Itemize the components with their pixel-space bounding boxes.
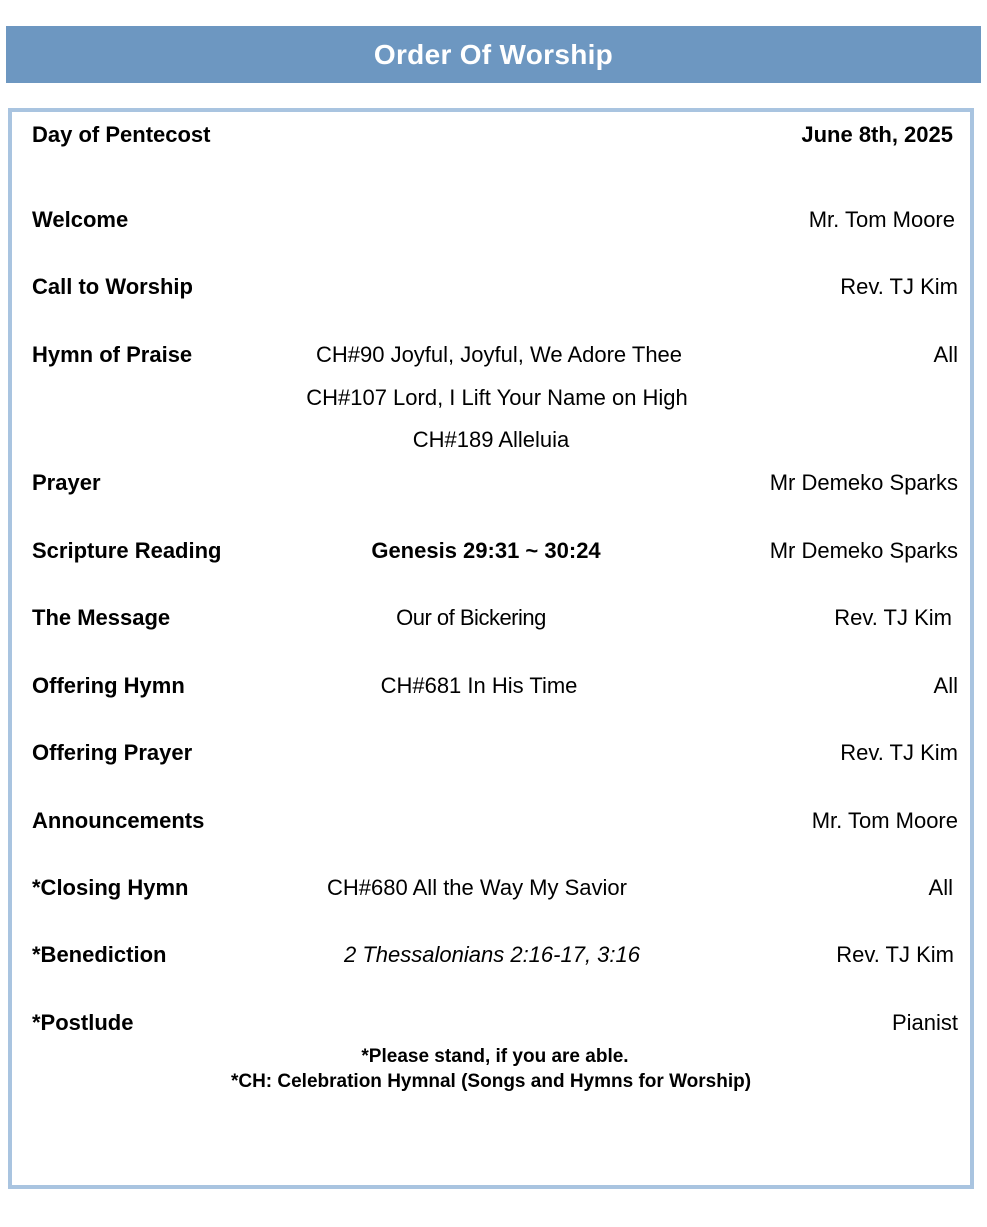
order-item-person: Rev. TJ Kim: [834, 605, 952, 630]
order-item-person: Pianist: [891, 1010, 958, 1035]
order-item-detail: CH#680 All the Way My Savior: [327, 875, 627, 900]
order-item-label: *Closing Hymn: [32, 875, 189, 900]
order-item-label: *Postlude: [32, 1010, 134, 1035]
order-item-detail: CH#681 In His Time: [380, 673, 578, 698]
order-item-detail: CH#189 Alleluia: [412, 427, 570, 452]
order-item-person: Mr Demeko Sparks: [769, 538, 958, 563]
order-item-person: All: [928, 875, 953, 900]
order-item-person: Mr. Tom Moore: [808, 207, 955, 232]
page-title: Order Of Worship: [373, 38, 614, 70]
order-item-postlude: [12, 1008, 970, 1038]
order-item-person: All: [933, 342, 958, 367]
service-date: June 8th, 2025: [801, 122, 953, 147]
order-item-label: The Message: [32, 605, 171, 630]
order-item-label: Prayer: [32, 470, 101, 495]
order-item-label: *Benediction: [32, 942, 167, 967]
order-item-prayer: [12, 468, 970, 498]
order-item-scripture-reading: [12, 536, 970, 566]
order-item-label: Hymn of Praise: [32, 342, 193, 367]
footnotes: [12, 1044, 970, 1094]
order-item-label: Scripture Reading: [32, 538, 222, 563]
order-item-hymn-of-praise: [12, 340, 970, 370]
order-item-person: Rev. TJ Kim: [840, 740, 958, 765]
stand-note: *Please stand, if you are able.: [361, 1046, 629, 1067]
service-header-row: [12, 120, 970, 150]
order-item-label: Welcome: [32, 207, 129, 232]
order-item-announcements: [12, 806, 970, 836]
order-item-detail: Genesis 29:31 ~ 30:24: [371, 538, 601, 563]
order-item-hymn-of-praise-line-2: [12, 383, 970, 413]
order-item-offering-prayer: [12, 738, 970, 768]
order-item-label: Offering Prayer: [32, 740, 193, 765]
order-item-detail: CH#107 Lord, I Lift Your Name on High: [306, 385, 688, 410]
order-item-detail: CH#90 Joyful, Joyful, We Adore Thee: [315, 342, 683, 367]
order-item-person: Mr Demeko Sparks: [769, 470, 958, 495]
order-item-person: Mr. Tom Moore: [811, 808, 958, 833]
service-occasion: Day of Pentecost: [32, 122, 211, 147]
order-item-call-to-worship: [12, 272, 970, 302]
order-item-person: Rev. TJ Kim: [840, 274, 958, 299]
order-item-label: Announcements: [32, 808, 205, 833]
order-item-label: Call to Worship: [32, 274, 193, 299]
order-item-closing-hymn: [12, 873, 970, 903]
worship-order-frame: [8, 108, 974, 1189]
order-item-the-message: [12, 603, 970, 633]
order-item-benediction: [12, 940, 970, 970]
order-item-hymn-of-praise-line-3: [12, 425, 970, 455]
order-item-person: Rev. TJ Kim: [836, 942, 954, 967]
hymnal-note: *CH: Celebration Hymnal (Songs and Hymns for Worship): [230, 1071, 752, 1092]
order-item-offering-hymn: [12, 671, 970, 701]
order-item-detail: 2 Thessalonians 2:16-17, 3:16: [344, 942, 640, 967]
header-banner: [6, 26, 981, 83]
order-item-person: All: [933, 673, 958, 698]
order-item-detail: Our of Bickering: [396, 605, 546, 630]
order-item-label: Offering Hymn: [32, 673, 185, 698]
order-item-welcome: [12, 205, 970, 235]
